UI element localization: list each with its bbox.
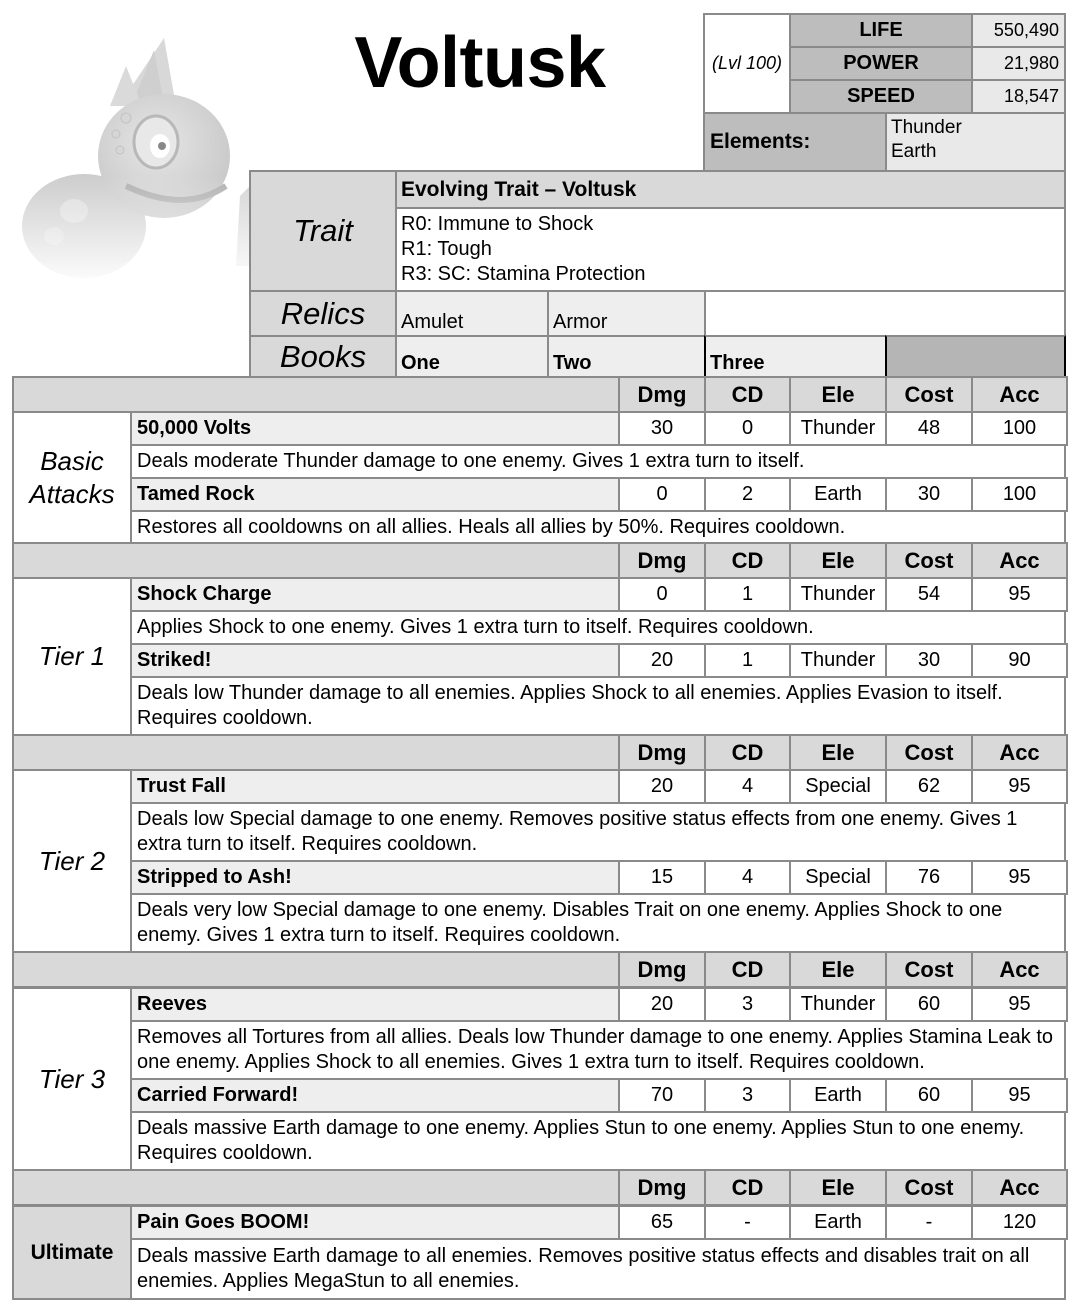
move-description: Deals low Special damage to one enemy. Removes positive status effects from one enemy. Gives 1 extra turn to itself. Requires cooldown. <box>130 802 1066 862</box>
column-header-cost: Cost <box>885 951 973 988</box>
book-empty-slot <box>885 335 1066 378</box>
book-2: Two <box>547 335 706 378</box>
stat-value-power: 21,980 <box>971 46 1066 81</box>
group-label-tier-1: Tier 1 <box>12 577 132 736</box>
move-name: Striked! <box>130 643 620 678</box>
column-header-acc: Acc <box>971 542 1068 579</box>
column-header-ele: Ele <box>789 734 887 771</box>
elements-list <box>885 112 1066 172</box>
move-acc: 100 <box>971 411 1068 446</box>
hero-level: (Lvl 100) <box>703 13 791 114</box>
move-acc: 90 <box>971 643 1068 678</box>
move-description: Deals moderate Thunder damage to one enemy. Gives 1 extra turn to itself. <box>130 444 1066 479</box>
move-cost: 62 <box>885 769 973 804</box>
group-label-basic-attacks: Basic Attacks <box>12 411 132 544</box>
move-name: Pain Goes BOOM! <box>130 1205 620 1240</box>
column-header-cd: CD <box>704 951 791 988</box>
move-ele: Thunder <box>789 643 887 678</box>
move-cost: 60 <box>885 1078 973 1113</box>
column-header-blank <box>12 951 620 988</box>
elements-label: Elements: <box>703 112 887 172</box>
move-cost: 76 <box>885 860 973 895</box>
element-thunder: Thunder <box>891 117 962 138</box>
group-label-tier-2: Tier 2 <box>12 769 132 953</box>
column-header-ele: Ele <box>789 542 887 579</box>
move-ele: Earth <box>789 1078 887 1113</box>
move-ele: Earth <box>789 477 887 512</box>
column-header-dmg: Dmg <box>618 376 706 413</box>
move-name: Carried Forward! <box>130 1078 620 1113</box>
move-cd: 2 <box>704 477 791 512</box>
move-name: Tamed Rock <box>130 477 620 512</box>
move-acc: 95 <box>971 577 1068 612</box>
element-earth: Earth <box>891 141 937 162</box>
move-cd: 4 <box>704 860 791 895</box>
column-header-cost: Cost <box>885 734 973 771</box>
trait-rank-2: R3: SC: Stamina Protection <box>401 263 646 285</box>
column-header-cd: CD <box>704 376 791 413</box>
column-header-blank <box>12 1169 620 1206</box>
move-cost: - <box>885 1205 973 1240</box>
hero-name: Voltusk <box>354 23 606 103</box>
relics-label: Relics <box>249 290 397 337</box>
move-description: Deals massive Earth damage to one enemy. Applies Stun to one enemy. Applies Stun to one enemy. Requires cooldown. <box>130 1111 1066 1171</box>
column-header-cost: Cost <box>885 542 973 579</box>
move-acc: 95 <box>971 987 1068 1022</box>
move-ele: Thunder <box>789 411 887 446</box>
column-header-cd: CD <box>704 1169 791 1206</box>
move-acc: 95 <box>971 860 1068 895</box>
move-cd: 1 <box>704 577 791 612</box>
books-label: Books <box>249 335 397 378</box>
move-cd: 3 <box>704 987 791 1022</box>
column-header-acc: Acc <box>971 734 1068 771</box>
column-header-dmg: Dmg <box>618 542 706 579</box>
trait-ranks <box>395 207 1066 292</box>
stat-label-power: POWER <box>789 46 973 81</box>
move-cd: 0 <box>704 411 791 446</box>
move-dmg: 65 <box>618 1205 706 1240</box>
group-label-ultimate: Ultimate <box>12 1205 132 1300</box>
move-cost: 54 <box>885 577 973 612</box>
move-acc: 120 <box>971 1205 1068 1240</box>
move-cost: 48 <box>885 411 973 446</box>
move-dmg: 20 <box>618 987 706 1022</box>
book-3: Three <box>704 335 887 378</box>
move-name: Stripped to Ash! <box>130 860 620 895</box>
column-header-cost: Cost <box>885 1169 973 1206</box>
move-cd: 4 <box>704 769 791 804</box>
move-ele: Thunder <box>789 987 887 1022</box>
move-dmg: 70 <box>618 1078 706 1113</box>
trait-rank-1: R1: Tough <box>401 238 492 260</box>
move-description: Deals low Thunder damage to all enemies. Applies Shock to all enemies. Applies Evasion to itself. Requires cooldown. <box>130 676 1066 736</box>
move-description: Restores all cooldowns on all allies. Heals all allies by 50%. Requires cooldown. <box>130 510 1066 544</box>
column-header-ele: Ele <box>789 951 887 988</box>
move-name: Trust Fall <box>130 769 620 804</box>
move-cost: 30 <box>885 643 973 678</box>
hero-portrait-image <box>14 36 254 288</box>
column-header-dmg: Dmg <box>618 951 706 988</box>
column-header-acc: Acc <box>971 951 1068 988</box>
relic-1: Amulet <box>395 290 549 337</box>
move-description: Removes all Tortures from all allies. Deals low Thunder damage to one enemy. Applies Stamina Leak to one enemy. Applies Shock to all enemies. Gives 1 extra turn to itself. Requires cooldown. <box>130 1020 1066 1080</box>
move-description: Deals massive Earth damage to all enemies. Removes positive status effects and disables trait on all enemies. Applies MegaStun to all enemies. <box>130 1238 1066 1300</box>
move-cd: 1 <box>704 643 791 678</box>
book-1: One <box>395 335 549 378</box>
column-header-blank <box>12 734 620 771</box>
move-dmg: 20 <box>618 769 706 804</box>
column-header-blank <box>12 542 620 579</box>
move-cost: 30 <box>885 477 973 512</box>
column-header-dmg: Dmg <box>618 734 706 771</box>
column-header-ele: Ele <box>789 376 887 413</box>
move-dmg: 20 <box>618 643 706 678</box>
move-ele: Special <box>789 769 887 804</box>
column-header-ele: Ele <box>789 1169 887 1206</box>
relic-2: Armor <box>547 290 706 337</box>
column-header-cost: Cost <box>885 376 973 413</box>
move-acc: 95 <box>971 1078 1068 1113</box>
stat-value-speed: 18,547 <box>971 79 1066 114</box>
stat-label-life: LIFE <box>789 13 973 48</box>
stat-value-life: 550,490 <box>971 13 1066 48</box>
move-name: Reeves <box>130 987 620 1022</box>
move-name: 50,000 Volts <box>130 411 620 446</box>
move-ele: Thunder <box>789 577 887 612</box>
trait-label: Trait <box>249 170 397 292</box>
move-description: Deals very low Special damage to one enemy. Disables Trait on one enemy. Applies Shock to one enemy. Gives 1 extra turn to itself. Requires cooldown. <box>130 893 1066 953</box>
stat-label-speed: SPEED <box>789 79 973 114</box>
column-header-acc: Acc <box>971 1169 1068 1206</box>
move-dmg: 0 <box>618 577 706 612</box>
column-header-cd: CD <box>704 542 791 579</box>
move-cost: 60 <box>885 987 973 1022</box>
column-header-dmg: Dmg <box>618 1169 706 1206</box>
move-name: Shock Charge <box>130 577 620 612</box>
move-ele: Earth <box>789 1205 887 1240</box>
move-ele: Special <box>789 860 887 895</box>
trait-title: Evolving Trait – Voltusk <box>395 170 1066 209</box>
move-cd: - <box>704 1205 791 1240</box>
move-dmg: 15 <box>618 860 706 895</box>
move-dmg: 0 <box>618 477 706 512</box>
move-acc: 100 <box>971 477 1068 512</box>
move-description: Applies Shock to one enemy. Gives 1 extra turn to itself. Requires cooldown. <box>130 610 1066 645</box>
move-dmg: 30 <box>618 411 706 446</box>
column-header-acc: Acc <box>971 376 1068 413</box>
move-cd: 3 <box>704 1078 791 1113</box>
column-header-cd: CD <box>704 734 791 771</box>
group-label-tier-3: Tier 3 <box>12 987 132 1171</box>
column-header-blank <box>12 376 620 413</box>
relic-3 <box>704 290 1066 337</box>
trait-rank-0: R0: Immune to Shock <box>401 213 594 235</box>
move-acc: 95 <box>971 769 1068 804</box>
